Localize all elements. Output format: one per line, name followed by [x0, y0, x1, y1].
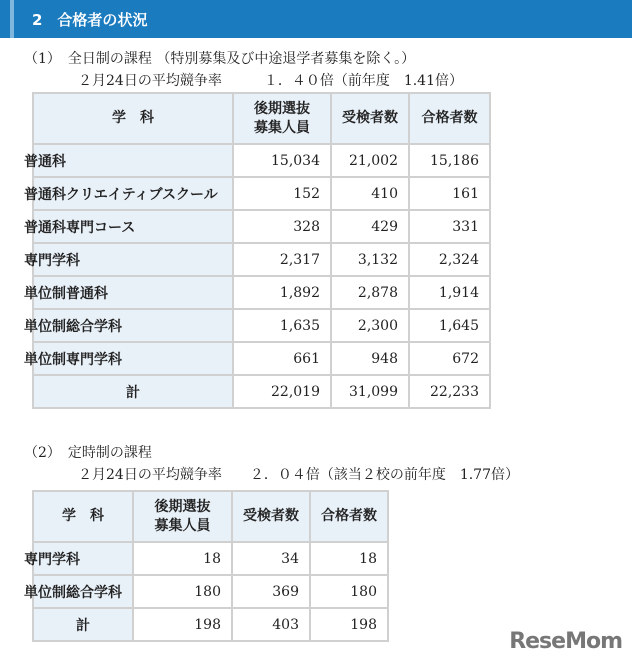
cell-value: 369 — [232, 575, 310, 608]
cell-value: 1,914 — [409, 276, 490, 309]
resemom-logo: ReseMom — [509, 629, 622, 654]
header-row — [33, 93, 490, 144]
table-row — [33, 342, 490, 375]
header-row — [33, 491, 388, 542]
row-label — [24, 309, 233, 342]
cell-value: 1,892 — [233, 276, 331, 309]
row-label-text: 単位制普通科 — [24, 285, 108, 302]
total-label: 計 — [33, 608, 133, 641]
section2-rate: ２月24日の平均競争率 ２．０４倍（該当２校の前年度 1.77倍） — [78, 467, 519, 483]
total-value: 31,099 — [331, 375, 409, 408]
row-label — [24, 177, 233, 210]
row-label — [24, 542, 133, 575]
table-row — [33, 144, 490, 177]
total-value: 198 — [133, 608, 232, 641]
column-header: 受検者数 — [232, 491, 310, 542]
table-row — [33, 276, 490, 309]
table-row — [33, 177, 490, 210]
table-row — [33, 542, 388, 575]
row-label — [24, 210, 233, 243]
section-header-bar — [0, 0, 632, 38]
table-row — [33, 575, 388, 608]
table-row — [33, 243, 490, 276]
row-label — [24, 243, 233, 276]
parttime-table — [24, 490, 389, 642]
cell-value: 328 — [233, 210, 331, 243]
cell-value: 2,878 — [331, 276, 409, 309]
cell-value: 18 — [310, 542, 388, 575]
row-label-text: 専門学科 — [24, 252, 80, 269]
column-header: 合格者数 — [310, 491, 388, 542]
header-stripe — [10, 0, 14, 38]
cell-value: 18 — [133, 542, 232, 575]
row-label — [24, 342, 233, 375]
total-row — [33, 608, 388, 641]
fulltime-table — [24, 92, 491, 409]
total-label: 計 — [33, 375, 233, 408]
cell-value: 2,317 — [233, 243, 331, 276]
cell-value: 1,635 — [233, 309, 331, 342]
cell-value: 180 — [133, 575, 232, 608]
cell-value: 331 — [409, 210, 490, 243]
cell-value: 429 — [331, 210, 409, 243]
row-label-text: 普通科 — [24, 153, 66, 170]
cell-value: 34 — [232, 542, 310, 575]
row-label — [24, 276, 233, 309]
table-row — [33, 210, 490, 243]
row-label-text: 普通科クリエイティブスクール — [24, 186, 218, 203]
cell-value: 21,002 — [331, 144, 409, 177]
cell-value: 2,300 — [331, 309, 409, 342]
row-label-text: 単位制総合学科 — [24, 318, 122, 335]
total-row — [33, 375, 490, 408]
column-header: 合格者数 — [409, 93, 490, 144]
total-value: 403 — [232, 608, 310, 641]
cell-value: 410 — [331, 177, 409, 210]
cell-value: 3,132 — [331, 243, 409, 276]
cell-value: 15,034 — [233, 144, 331, 177]
section-title: 2 合格者の状況 — [32, 11, 148, 29]
cell-value: 2,324 — [409, 243, 490, 276]
cell-value: 15,186 — [409, 144, 490, 177]
section1-rate: ２月24日の平均競争率 １．４０倍（前年度 1.41倍） — [78, 73, 463, 89]
total-value: 22,233 — [409, 375, 490, 408]
section1-heading: （1） 全日制の課程 （特別募集及び中途退学者募集を除く。） — [24, 51, 416, 67]
total-value: 198 — [310, 608, 388, 641]
cell-value: 161 — [409, 177, 490, 210]
table-row — [33, 309, 490, 342]
column-header: 後期選抜 募集人員 — [233, 93, 331, 144]
row-label-text: 単位制専門学科 — [24, 351, 122, 368]
row-label — [24, 144, 233, 177]
cell-value: 661 — [233, 342, 331, 375]
row-label-text: 普通科専門コース — [24, 219, 136, 236]
column-header: 受検者数 — [331, 93, 409, 144]
row-label-text: 単位制総合学科 — [24, 584, 122, 601]
cell-value: 1,645 — [409, 309, 490, 342]
column-header: 学 科 — [33, 93, 233, 144]
row-label — [24, 575, 133, 608]
column-header: 学 科 — [33, 491, 133, 542]
column-header: 後期選抜 募集人員 — [133, 491, 232, 542]
cell-value: 152 — [233, 177, 331, 210]
total-value: 22,019 — [233, 375, 331, 408]
row-label-text: 専門学科 — [24, 551, 80, 568]
cell-value: 180 — [310, 575, 388, 608]
cell-value: 948 — [331, 342, 409, 375]
section2-heading: （2） 定時制の課程 — [24, 445, 152, 461]
cell-value: 672 — [409, 342, 490, 375]
